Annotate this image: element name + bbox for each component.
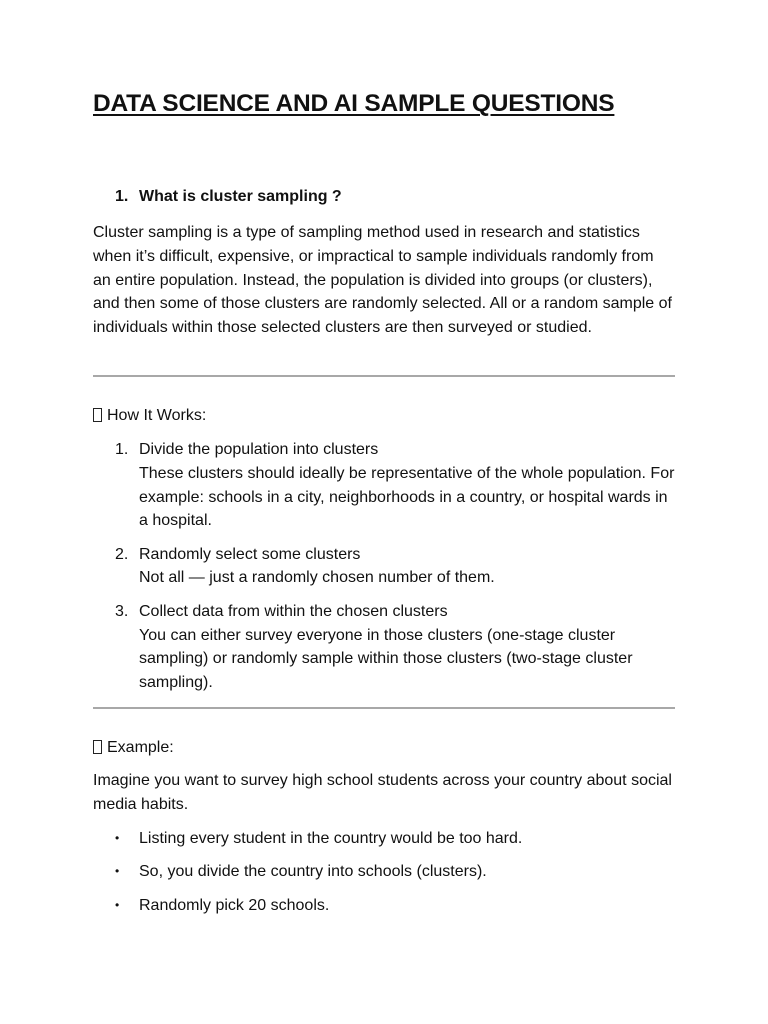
example-heading: [93, 736, 174, 760]
step-number: 2.: [115, 545, 129, 563]
list-item: [93, 543, 675, 591]
question-heading: [115, 188, 342, 206]
intro-paragraph: Cluster sampling is a type of sampling method used in research and statistics when it’s difficult, expensive, or impractical to sample individuals randomly from an entire population. Instead, the population is divided into groups (or clusters), and then some of those clusters are randomly selected. All or a random sample of individuals within those selected clusters are then surveyed or studied.: [93, 224, 672, 337]
step-number: 3.: [115, 602, 129, 620]
missing-glyph-icon: [93, 408, 102, 422]
horizontal-rule: [93, 375, 675, 377]
steps-list: [93, 438, 675, 704]
step-number: 1.: [115, 441, 129, 458]
step-title: Divide the population into clusters: [139, 441, 379, 458]
bullet-text: Randomly pick 20 schools.: [139, 896, 330, 914]
document-title: DATA SCIENCE AND AI SAMPLE QUESTIONS: [93, 90, 615, 117]
list-item: [93, 894, 675, 918]
step-title: Collect data from within the chosen clusters: [139, 602, 448, 620]
missing-glyph-icon: [93, 740, 102, 754]
question-number: 1.: [115, 188, 129, 205]
list-item: [93, 438, 675, 533]
bullet-icon: •: [115, 831, 120, 845]
horizontal-rule: [93, 707, 675, 709]
how-it-works-heading: [93, 404, 206, 428]
bullet-icon: •: [115, 897, 120, 912]
step-detail: These clusters should ideally be representative of the whole population. For example: schools in a city, neighborhoods in a country, or hospital wards in a hospital.: [139, 464, 675, 530]
list-item: [93, 827, 675, 851]
question-text: What is cluster sampling ?: [139, 188, 342, 205]
example-label: Example:: [107, 739, 174, 756]
example-bullets: [93, 827, 675, 927]
step-detail: You can either survey everyone in those clusters (one-stage cluster sampling) or randomly sample within those clusters (two-stage cluster sampling).: [139, 626, 633, 692]
bullet-text: Listing every student in the country would be too hard.: [139, 830, 523, 847]
list-item: [93, 600, 675, 695]
bullet-text: So, you divide the country into schools (clusters).: [139, 863, 487, 881]
bullet-icon: •: [115, 864, 120, 879]
step-title: Randomly select some clusters: [139, 545, 361, 563]
list-item: [93, 860, 675, 884]
example-paragraph: Imagine you want to survey high school students across your country about social media habits.: [93, 772, 672, 813]
how-it-works-label: How It Works:: [107, 407, 207, 424]
step-detail: Not all — just a randomly chosen number of them.: [139, 569, 495, 587]
